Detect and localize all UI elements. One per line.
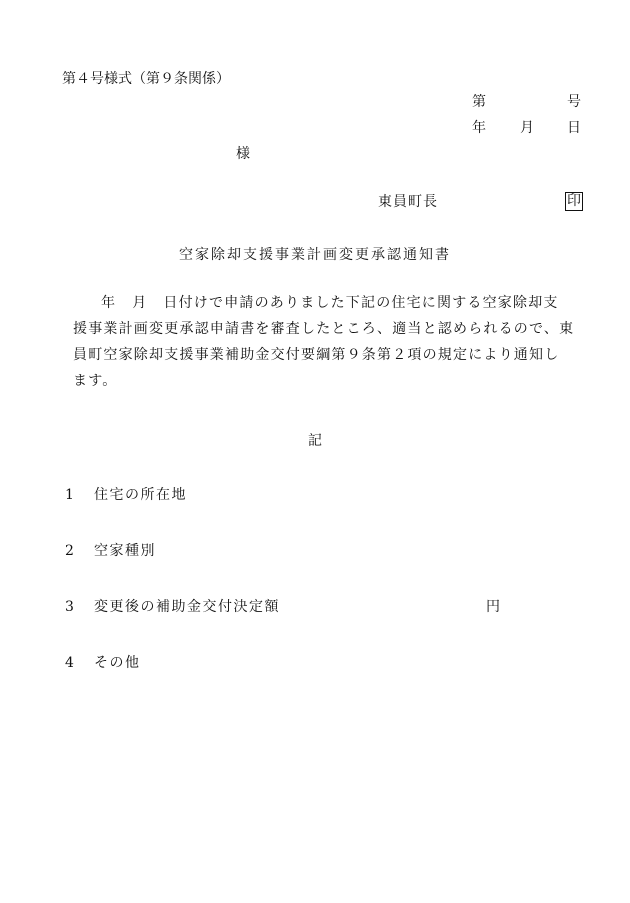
body-line-2: 援事業計画変更承認申請書を審査したところ、適当と認められるので、東 [73, 321, 575, 337]
body-month: 月 [132, 295, 148, 311]
date-day: 日 [567, 120, 581, 136]
seal-mark [565, 192, 583, 211]
item-number-2: 2 [65, 543, 74, 559]
recipient-suffix: 様 [236, 146, 250, 162]
ki-heading: 記 [308, 433, 322, 449]
item-label-2: 空家種別 [94, 543, 156, 559]
document-number-suffix: 号 [567, 94, 581, 110]
form-number-label: 第４号様式（第９条関係） [62, 71, 230, 87]
seal-text: 印 [567, 193, 581, 209]
item-number-1: 1 [65, 487, 74, 503]
item-label-3: 変更後の補助金交付決定額 [94, 599, 280, 615]
document-title: 空家除却支援事業計画変更承認通知書 [179, 247, 451, 263]
body-line-4: ます。 [73, 373, 118, 389]
body-line-3: 員町空家除却支援事業補助金交付要綱第９条第２項の規定により通知し [73, 347, 560, 363]
body-line-1 [73, 294, 581, 312]
item-label-4: その他 [94, 655, 141, 671]
item-label-1: 住宅の所在地 [94, 487, 187, 503]
body-line-1-text: 日付けで申請のありました下記の住宅に関する空家除却支 [163, 295, 559, 311]
issuer-name: 東員町長 [378, 194, 438, 210]
date-month: 月 [520, 120, 534, 136]
document-number-prefix: 第 [472, 94, 486, 110]
body-year: 年 [101, 295, 117, 311]
item-number-4: 4 [65, 655, 74, 671]
item-unit-yen: 円 [486, 599, 500, 615]
item-number-3: 3 [65, 599, 74, 615]
date-year: 年 [472, 120, 486, 136]
